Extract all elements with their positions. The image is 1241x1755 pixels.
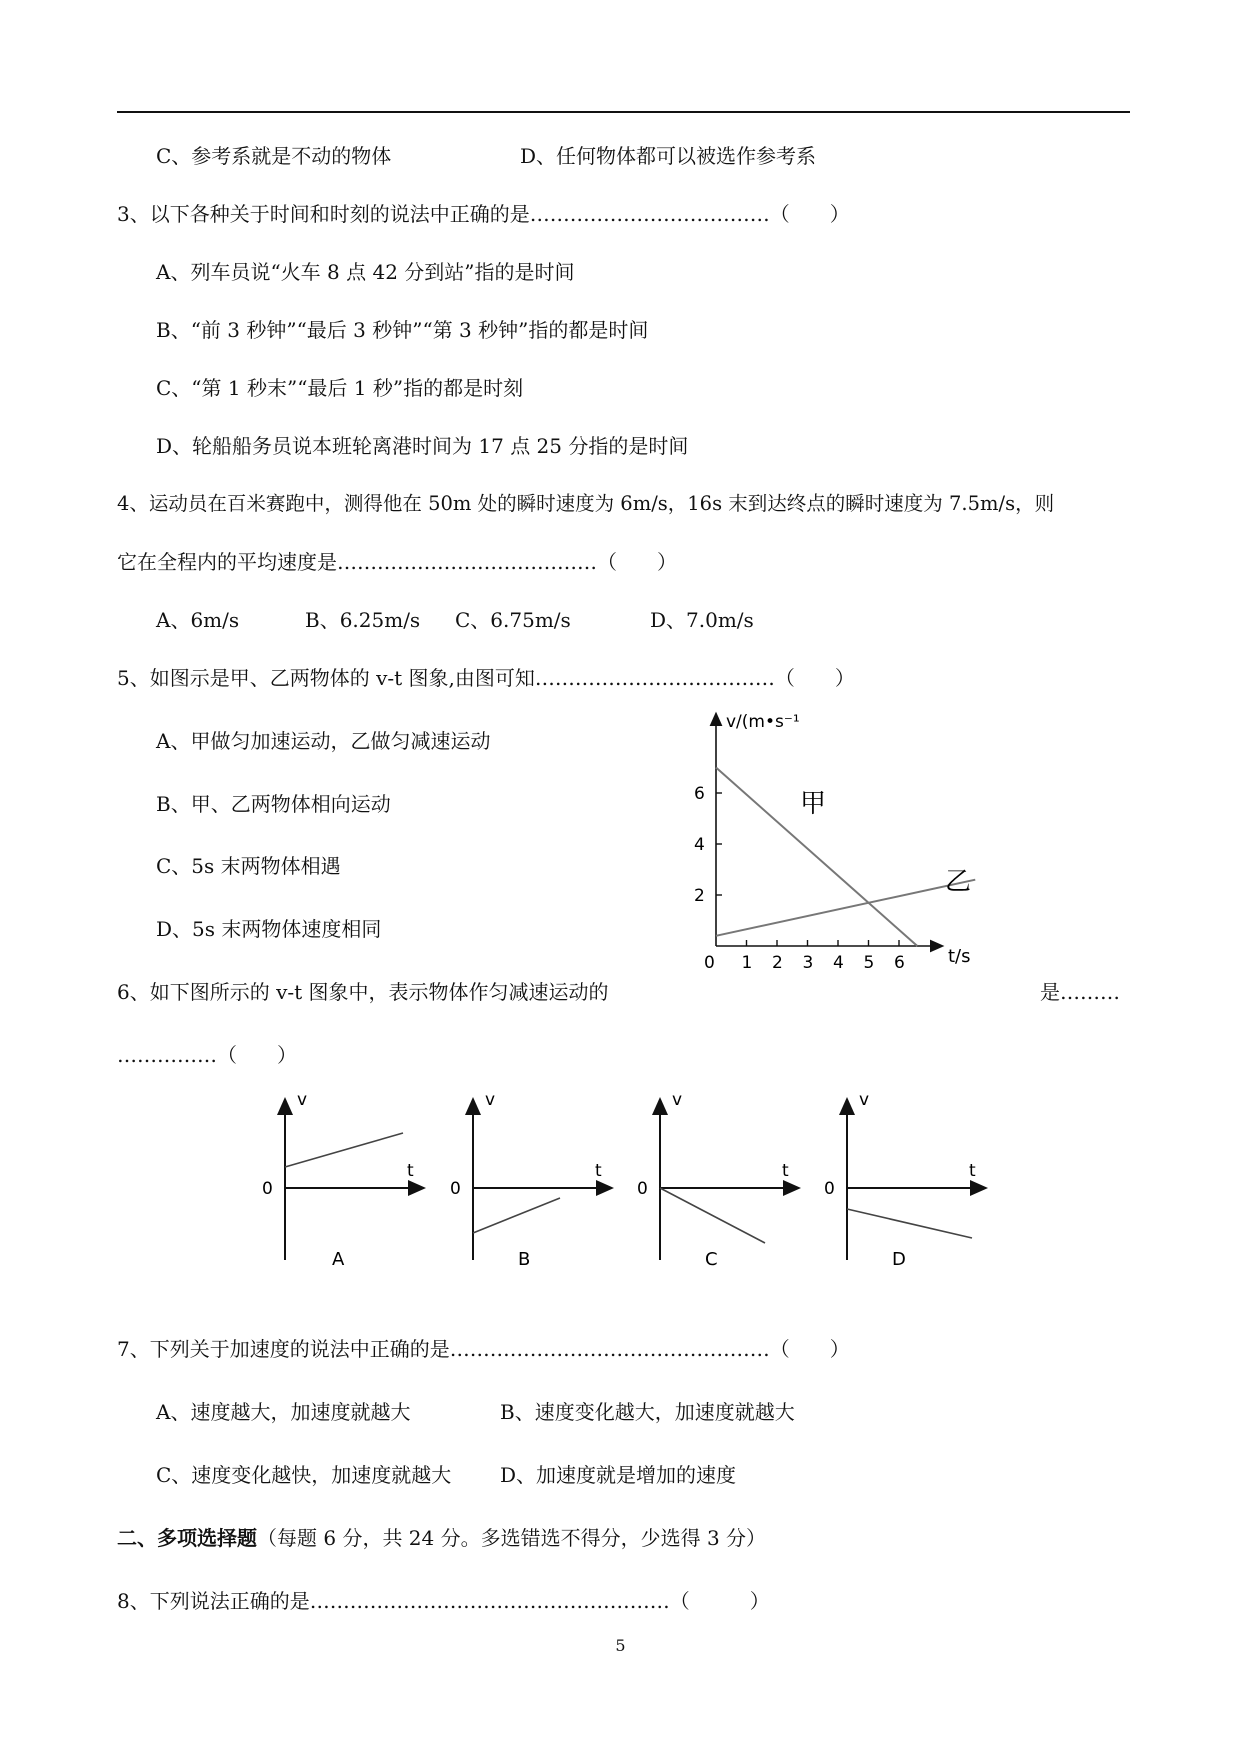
q4-option-c: C、6.75m/s [455,608,571,632]
q5-y-axis-label: v/(m•s⁻¹ [726,712,800,732]
q5-ytick-label-4: 4 [694,835,705,855]
q2-option-c: C、参考系就是不动的物体 [156,144,392,168]
q7-option-a: A、速度越大，加速度就越大 [156,1400,411,1424]
svg-text:v: v [859,1090,870,1110]
question-5: 5、如图示是甲、乙两物体的 v-t 图象,由图可知………………………………（ ） [117,666,855,690]
q5-option-c: C、5s 末两物体相遇 [156,854,341,878]
question-3: 3、以下各种关于时间和时刻的说法中正确的是………………………………（ ） [117,202,850,226]
svg-text:t: t [969,1161,976,1181]
q5-xtick-label-6: 6 [894,953,905,973]
header-rule [117,111,1130,113]
q6-graph-d [824,1090,980,1270]
question-8: 8、下列说法正确的是………………………………………………（ ） [117,1589,770,1613]
svg-text:v: v [485,1090,496,1110]
q6-label-c: C [705,1249,718,1270]
q6-label-a: A [332,1249,345,1270]
page-number: 5 [615,1636,626,1655]
svg-text:t: t [407,1161,414,1181]
q6d-line [847,1209,972,1238]
q2-option-d: D、任何物体都可以被选作参考系 [520,144,817,168]
q3-option-d: D、轮船船务员说本班轮离港时间为 17 点 25 分指的是时间 [156,434,689,458]
q7-option-c: C、速度变化越快，加速度就越大 [156,1463,452,1487]
q5-vt-graph [680,700,1010,980]
q5-xtick-label-0: 0 [704,953,715,973]
q6-graphs [250,1085,1010,1285]
question-4-line2: 它在全程内的平均速度是…………………………………（ ） [117,550,677,574]
q5-xtick-label-4: 4 [833,953,844,973]
q5-xtick-label-3: 3 [802,953,814,973]
q6-graph-b [450,1090,606,1270]
question-4-line1: 4、运动员在百米赛跑中，测得他在 50m 处的瞬时速度为 6m/s，16s 末到达终点的瞬时速度为 7.5m/s，则 [117,492,1055,515]
q6-label-b: B [518,1249,531,1270]
q6-graph-c [637,1090,793,1270]
q5-xtick-label-2: 2 [772,953,783,973]
section-2-note: （每题 6 分，共 24 分。多选错选不得分，少选得 3 分） [257,1526,767,1550]
q5-option-d: D、5s 末两物体速度相同 [156,917,382,941]
q5-option-a: A、甲做匀加速运动，乙做匀减速运动 [156,729,491,753]
q5-line-yi [716,880,975,936]
question-6-line1-end: 是……… [1040,980,1120,1004]
svg-text:t: t [595,1161,602,1181]
question-6-line1: 6、如下图所示的 v-t 图象中，表示物体作匀减速运动的 [117,980,609,1004]
svg-text:v: v [297,1090,308,1110]
q3-option-b: B、“前 3 秒钟”“最后 3 秒钟”“第 3 秒钟”指的都是时间 [156,318,649,342]
q7-option-d: D、加速度就是增加的速度 [500,1463,737,1487]
q5-label-yi: 乙 [945,867,972,897]
q4-option-a: A、6m/s [156,608,240,632]
q6c-line [660,1188,765,1243]
q5-xtick-label-1: 1 [741,953,753,973]
q3-option-a: A、列车员说“火车 8 点 42 分到站”指的是时间 [156,260,575,284]
q6b-line [473,1198,560,1233]
section-2-heading [117,1525,766,1551]
q5-ytick-label-6: 6 [694,784,705,804]
section-2-title: 二、多项选择题 [117,1526,257,1550]
q6-label-d: D [892,1249,906,1270]
svg-text:v: v [672,1090,683,1110]
q3-option-c: C、“第 1 秒末”“最后 1 秒”指的都是时刻 [156,376,524,400]
svg-text:0: 0 [824,1179,835,1199]
question-6-line2: ……………（ ） [117,1043,297,1067]
svg-text:0: 0 [637,1179,648,1199]
q4-option-d: D、7.0m/s [650,608,754,632]
q5-xtick-label-5: 5 [863,953,875,973]
q5-label-jia: 甲 [800,789,827,819]
q7-option-b: B、速度变化越大，加速度就越大 [500,1400,795,1424]
question-7: 7、下列关于加速度的说法中正确的是…………………………………………（ ） [117,1337,850,1361]
q5-ytick-label-2: 2 [694,886,705,906]
q4-option-b: B、6.25m/s [305,608,421,632]
q5-option-b: B、甲、乙两物体相向运动 [156,792,391,816]
svg-text:0: 0 [450,1179,461,1199]
q6-graph-a [262,1090,418,1270]
svg-text:t: t [782,1161,789,1181]
q5-x-axis-label: t/s [948,946,971,967]
svg-text:0: 0 [262,1179,273,1199]
q6a-line [285,1133,403,1167]
